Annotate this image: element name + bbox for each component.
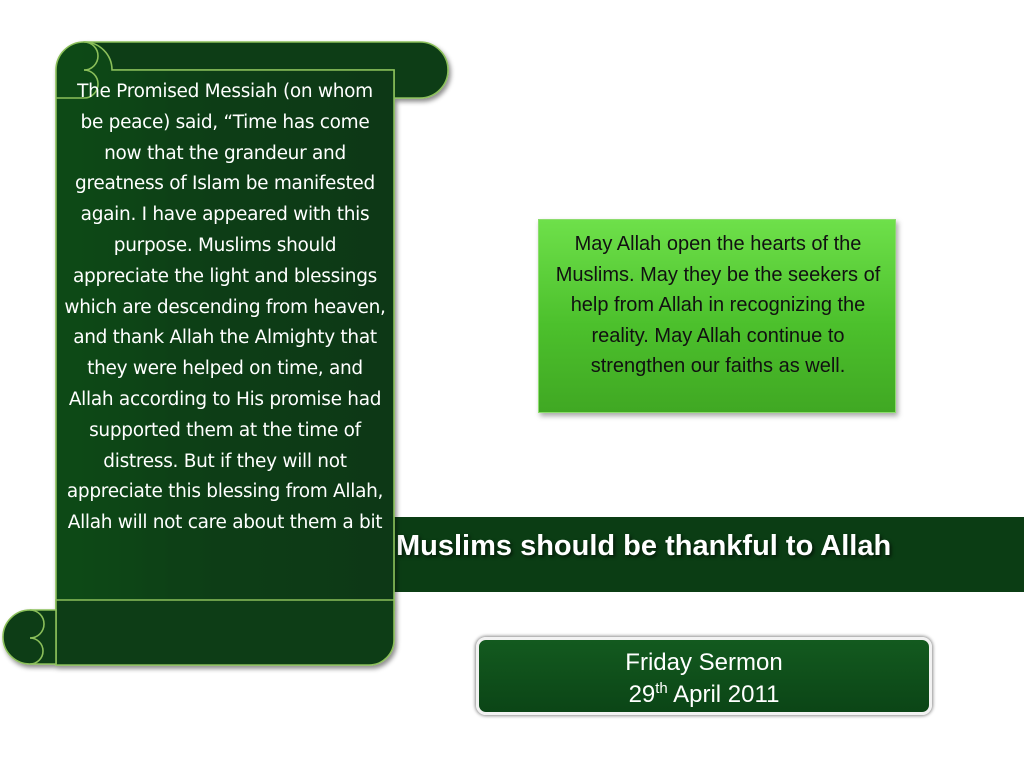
slide-title: Muslims should be thankful to Allah (396, 530, 892, 562)
title-banner (380, 517, 1024, 592)
sermon-day-suffix: th (655, 680, 668, 697)
sermon-date-box (476, 637, 932, 715)
prayer-box (538, 219, 896, 413)
scroll-quote: The Promised Messiah (on whom be peace) said, “Time has come now that the grandeur and greatness of Islam be manifested again. I have appeared with this purpose. Muslims should appreciate the light and blessings which are descending from heaven, and thank Allah the Almighty that they were helped on time, and Allah according to His promise had supported them at the time of distress. But if they will not appreciate this blessing from Allah, Allah will not care about them a bit (64, 81, 386, 534)
prayer-text: May Allah open the hearts of the Muslims. May they be the seekers of help from Allah in recognizing the reality. May Allah continue to strengthen our faiths as well. (555, 233, 881, 377)
scroll-lower-body (56, 600, 394, 665)
sermon-label: Friday Sermon (625, 649, 783, 676)
sermon-date (479, 681, 929, 709)
scroll-bottom-curl (3, 610, 56, 664)
sermon-month-year: April 2011 (673, 681, 780, 708)
sermon-day: 29 (628, 681, 656, 708)
